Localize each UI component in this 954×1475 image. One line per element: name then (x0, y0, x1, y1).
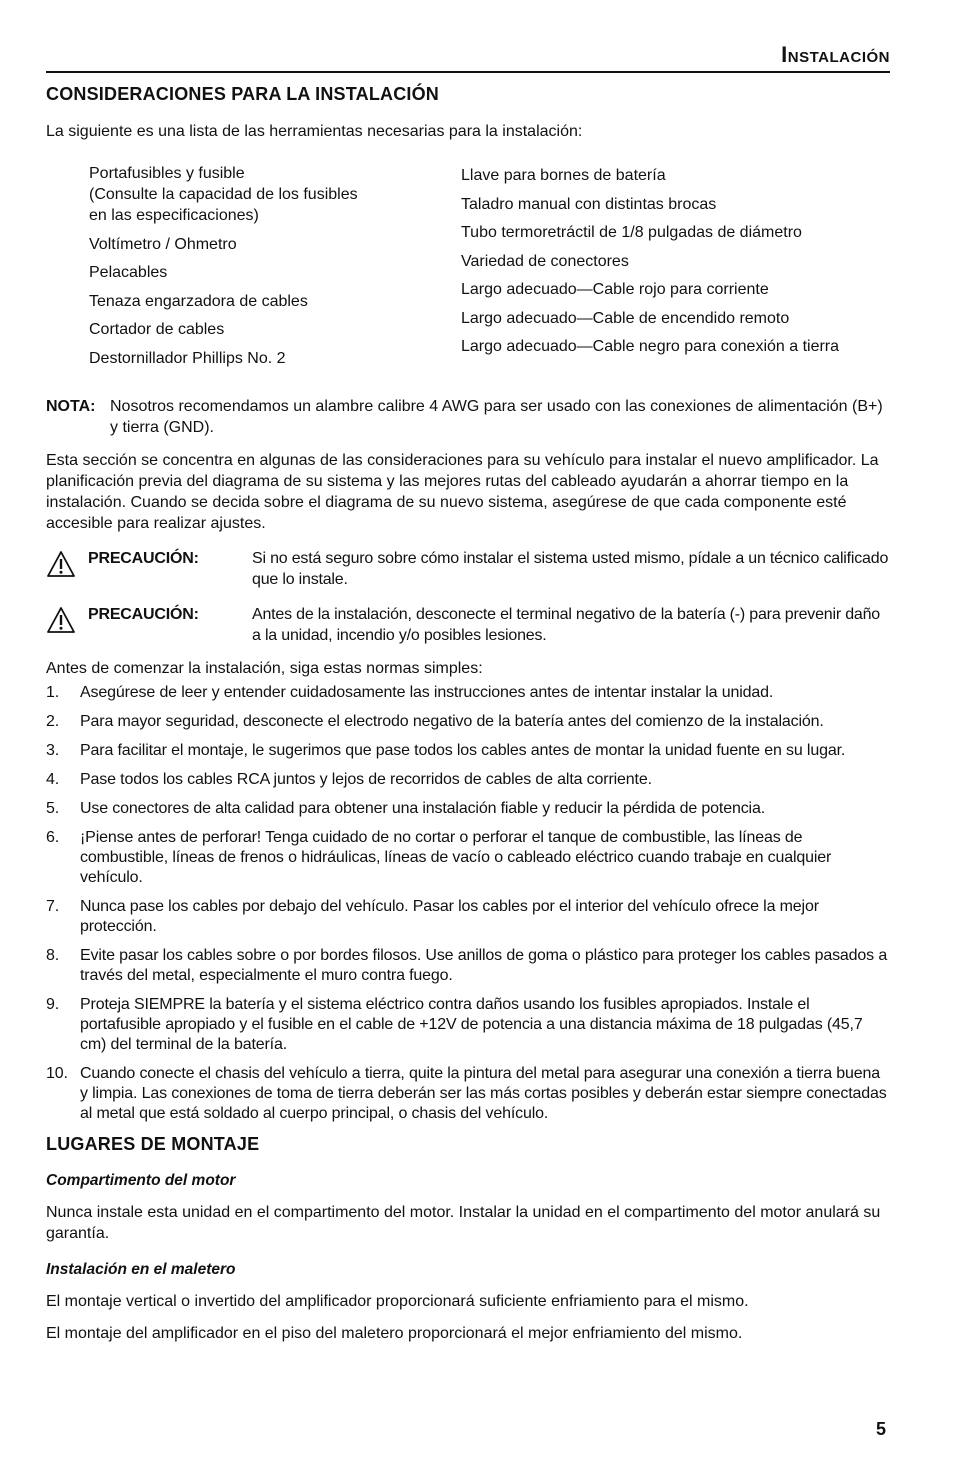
rule-number: 7. (46, 898, 60, 915)
tool-item: Destornillador Phillips No. 2 (89, 349, 286, 367)
rule-item (46, 683, 890, 703)
warning-triangle-icon (46, 604, 88, 646)
trunk-paragraph-1: El montaje vertical o invertido del amplificador proporcionará suficiente enfriamiento para el mismo. (46, 1293, 749, 1310)
caution-block (46, 548, 890, 590)
tool-item: Llave para bornes de batería (461, 167, 666, 184)
tool-item: Largo adecuado—Cable negro para conexión a tierra (461, 338, 840, 355)
rule-text: Cuando conecte el chasis del vehículo a tierra, quite la pintura del metal para asegurar una conexión a tierra buena y limpia. Las conexiones de toma de tierra deberán ser las más cortas posibles y deberán estar siempre conectadas al metal que está soldado al cuerpo principal, o chasis del vehículo. (80, 1065, 887, 1122)
subheading-engine: Compartimento del motor (46, 1172, 236, 1189)
rule-number: 1. (46, 684, 60, 701)
page-title (781, 42, 890, 68)
page-title-rest: nstalación (787, 42, 890, 67)
caution-block (46, 604, 890, 646)
tool-item: Tenaza engarzadora de cables (89, 292, 308, 310)
tool-item: Cortador de cables (89, 321, 225, 338)
rule-text: ¡Piense antes de perforar! Tenga cuidado de no cortar o perforar el tanque de combustible, las líneas de combustible, líneas de frenos o hidráulicas, líneas de vacío o cableado eléctrico cuando trabaje en cualquier vehículo. (80, 829, 832, 886)
rule-item (46, 946, 890, 986)
rule-text: Proteja SIEMPRE la batería y el sistema eléctrico contra daños usando los fusibles apropiados. Instale el portafusible apropiado y el fusible en el cable de +12V de potencia a una distancia máxima de 18 pulgadas (45,7 cm) del terminal de la batería. (80, 996, 863, 1053)
rule-item (46, 995, 890, 1055)
tool-item: Largo adecuado—Cable rojo para corriente (461, 281, 769, 298)
rule-item (46, 770, 890, 790)
page-content (46, 84, 890, 1344)
engine-paragraph: Nunca instale esta unidad en el compartimento del motor. Instalar la unidad en el compartimento del motor anulará su garantía. (46, 1204, 881, 1242)
page-number: 5 (875, 1419, 886, 1439)
note (46, 396, 890, 438)
note-text: Nosotros recomendamos un alambre calibre 4 AWG para ser usado con las conexiones de alimentación (B+) y tierra (GND). (110, 398, 883, 436)
caution-label: PRECAUCIÓN: (88, 606, 199, 623)
rule-number: 8. (46, 947, 60, 964)
tool-item: Pelacables (89, 264, 168, 281)
tools-column-right (461, 163, 890, 376)
tools-intro: La siguiente es una lista de las herramientas necesarias para la instalación: (46, 123, 583, 140)
tool-item: Taladro manual con distintas brocas (461, 195, 717, 213)
rule-item (46, 712, 890, 732)
rule-item (46, 799, 890, 819)
rule-text: Para facilitar el montaje, le sugerimos que pase todos los cables antes de montar la unidad fuente en su lugar. (80, 742, 846, 759)
tools-column-left (46, 163, 461, 376)
rule-text: Pase todos los cables RCA juntos y lejos de recorridos de cables de alta corriente. (80, 771, 652, 788)
caution-label: PRECAUCIÓN: (88, 550, 199, 567)
note-label: NOTA: (46, 398, 96, 415)
rule-number: 3. (46, 742, 60, 759)
subheading-trunk: Instalación en el maletero (46, 1261, 236, 1278)
rules-intro: Antes de comenzar la instalación, siga estas normas simples: (46, 660, 483, 677)
rule-text: Evite pasar los cables sobre o por bordes filosos. Use anillos de goma o plástico para proteger los cables pasados a través del metal, especialmente el muro contra fuego. (80, 947, 888, 984)
section-heading-mounting: LUGARES DE MONTAJE (46, 1134, 260, 1154)
rule-number: 9. (46, 996, 60, 1013)
caution-text: Si no está seguro sobre cómo instalar el sistema usted mismo, pídale a un técnico calificado que lo instale. (252, 550, 889, 588)
tool-item: Voltímetro / Ohmetro (89, 235, 237, 253)
page-title-initial: I (781, 42, 788, 67)
trunk-paragraph-2: El montaje del amplificador en el piso del maletero proporcionará el mejor enfriamiento del mismo. (46, 1325, 743, 1342)
rule-item (46, 897, 890, 937)
rule-number: 2. (46, 713, 60, 730)
warning-triangle-icon (46, 548, 88, 590)
section-heading-considerations: CONSIDERACIONES PARA LA INSTALACIÓN (46, 84, 440, 104)
rule-number: 10. (46, 1065, 68, 1082)
rule-number: 4. (46, 771, 60, 788)
tool-item: Variedad de conectores (461, 252, 629, 270)
tool-item: Tubo termoretráctil de 1/8 pulgadas de diámetro (461, 224, 802, 241)
rule-item (46, 741, 890, 761)
rule-text: Use conectores de alta calidad para obtener una instalación fiable y reducir la pérdida de potencia. (80, 800, 766, 817)
header-rule (46, 71, 890, 73)
tool-item: Portafusibles y fusible (Consulte la capacidad de los fusibles en las especificaciones) (89, 165, 358, 224)
considerations-paragraph: Esta sección se concentra en algunas de las consideraciones para su vehículo para instalar el nuevo amplificador. La planificación previa del diagrama de su sistema y las mejores rutas del cableado ayudarán a ahorrar tiempo en la instalación. Cuando se decida sobre el diagrama de su nuevo sistema, asegúrese de que cada componente esté accesible para realizar ajustes. (46, 452, 879, 532)
tools-list (46, 163, 890, 376)
rule-number: 6. (46, 829, 60, 846)
rule-text: Nunca pase los cables por debajo del vehículo. Pasar los cables por el interior del vehículo ofrece la mejor protección. (80, 898, 819, 935)
caution-text: Antes de la instalación, desconecte el terminal negativo de la batería (-) para prevenir daño a la unidad, incendio y/o posibles lesiones. (252, 606, 881, 644)
rule-item (46, 828, 890, 888)
rules-list (46, 683, 890, 1124)
rule-number: 5. (46, 800, 60, 817)
tool-item: Largo adecuado—Cable de encendido remoto (461, 309, 790, 327)
rule-text: Asegúrese de leer y entender cuidadosamente las instrucciones antes de intentar instalar la unidad. (80, 684, 774, 701)
rule-text: Para mayor seguridad, desconecte el electrodo negativo de la batería antes del comienzo de la instalación. (80, 713, 824, 730)
rule-item (46, 1064, 890, 1124)
